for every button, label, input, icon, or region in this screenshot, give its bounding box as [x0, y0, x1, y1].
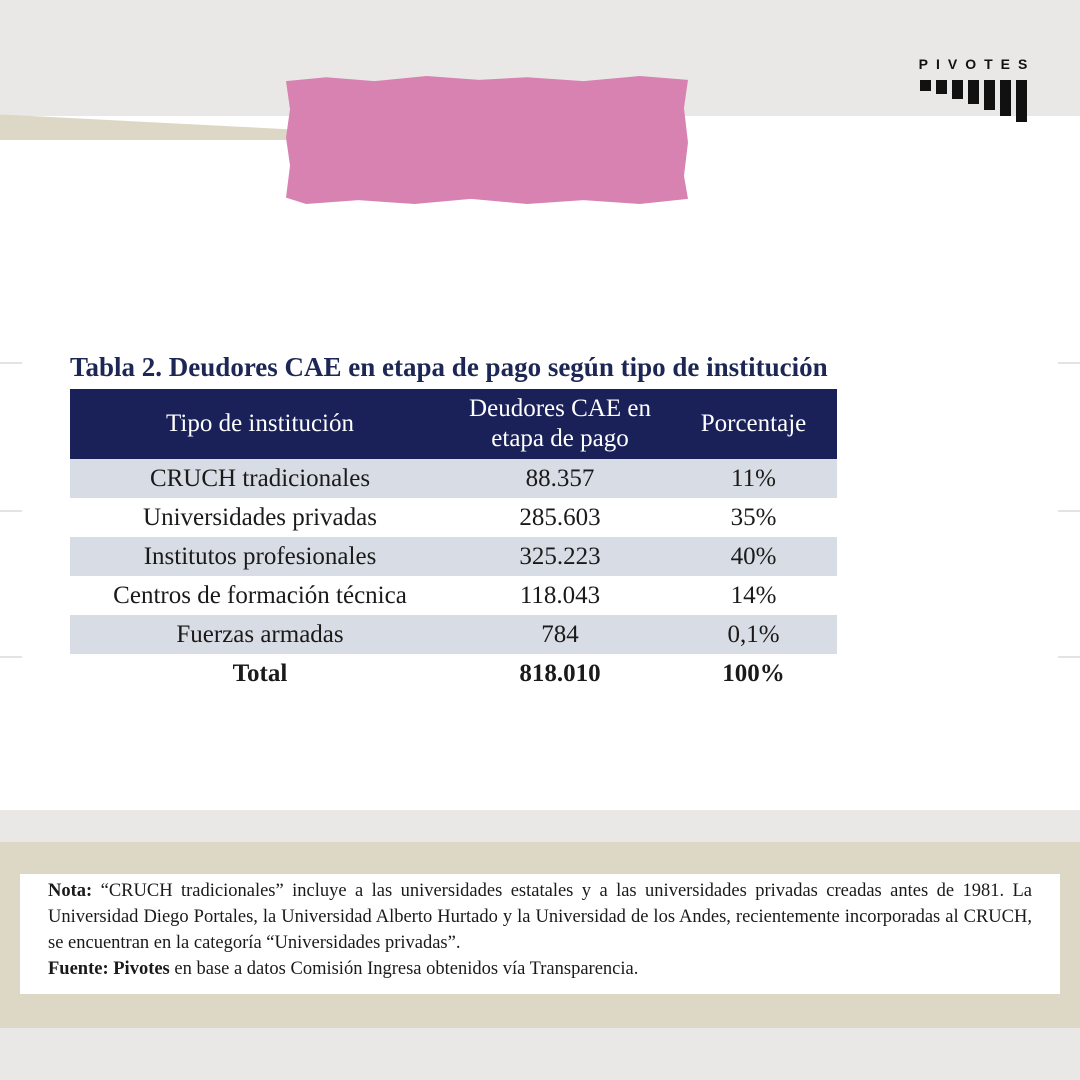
header-debtors-line2: etapa de pago: [491, 425, 629, 452]
cell-institution: Universidades privadas: [143, 503, 377, 531]
cell-institution: Institutos profesionales: [70, 537, 450, 576]
header-percentage: Porcentaje: [670, 389, 837, 459]
total-label: Total: [232, 659, 288, 687]
cell-percentage: 14%: [730, 581, 777, 609]
cell-institution: CRUCH tradicionales: [70, 459, 450, 498]
logo-bars-icon: [910, 80, 1036, 122]
divider-dash: [0, 510, 22, 512]
note-label: Nota:: [48, 881, 93, 901]
pink-tape-decoration: [286, 76, 688, 204]
divider-dash: [0, 362, 22, 364]
cell-institution: Fuerzas armadas: [70, 615, 450, 654]
table-row: [70, 615, 837, 654]
cell-debtors: 325.223: [450, 537, 670, 576]
table-row: [70, 459, 837, 498]
cell-percentage: 40%: [670, 537, 837, 576]
source-label: Fuente:: [48, 959, 109, 979]
divider-dash: [1058, 510, 1080, 512]
cell-debtors: 784: [450, 615, 670, 654]
note-box: [20, 874, 1060, 994]
table-total-row: [70, 654, 837, 693]
pivotes-logo: [910, 56, 1036, 122]
header-debtors-line1: Deudores CAE en: [469, 395, 651, 422]
cell-debtors: 285.603: [519, 503, 601, 531]
source-brand: Pivotes: [113, 959, 170, 979]
divider-dash: [1058, 656, 1080, 658]
note-text: “CRUCH tradicionales” incluye a las universidades estatales y a las universidades privadas creadas antes de 1981. La Universidad Diego Portales, la Universidad Alberto Hurtado y la Universidad de los Andes, recientemente incorporadas al CRUCH, se encuentran en la categoría “Universidades privadas”.: [48, 881, 1033, 953]
cell-debtors: 118.043: [519, 581, 601, 609]
cell-percentage: 0,1%: [670, 615, 837, 654]
divider-dash: [1058, 362, 1080, 364]
header-debtors: [450, 389, 670, 459]
table-row: [70, 498, 837, 537]
total-percentage: 100%: [722, 659, 785, 687]
table-row: [70, 576, 837, 615]
table-title: Tabla 2. Deudores CAE en etapa de pago según tipo de institución: [70, 352, 828, 382]
table-header-row: [70, 389, 837, 459]
debtors-table: [70, 389, 837, 693]
header-institution: Tipo de institución: [70, 389, 450, 459]
source-text: en base a datos Comisión Ingresa obtenidos vía Transparencia.: [174, 959, 639, 979]
debtors-table-block: [70, 352, 837, 693]
table-row: [70, 537, 837, 576]
cell-percentage: 35%: [730, 503, 777, 531]
divider-dash: [0, 656, 22, 658]
total-debtors: 818.010: [519, 659, 601, 687]
cell-percentage: 11%: [670, 459, 837, 498]
cell-institution: Centros de formación técnica: [113, 581, 407, 609]
logo-wordmark: PIVOTES: [918, 56, 1036, 72]
cell-debtors: 88.357: [450, 459, 670, 498]
